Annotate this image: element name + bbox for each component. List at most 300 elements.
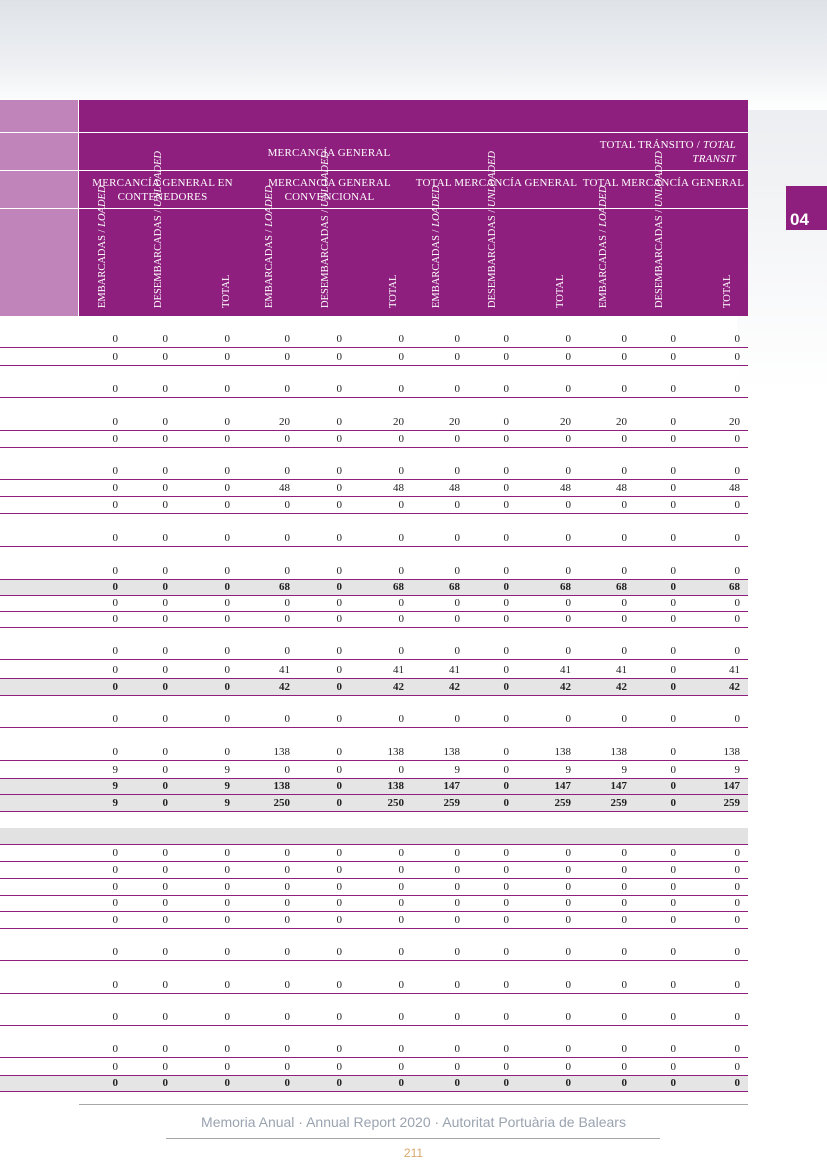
table-cell: 0 (621, 499, 627, 511)
column-header-english: UNLOADED (487, 151, 498, 208)
table-cell: 0 (398, 979, 404, 991)
table-cell: 0 (621, 847, 627, 859)
table-cell: 0 (112, 664, 118, 676)
table-cell: 0 (670, 383, 676, 395)
table-cell: 0 (162, 946, 168, 958)
column-header-english: LOADED (264, 185, 275, 227)
table-cell: 0 (224, 499, 230, 511)
table-cell: 0 (224, 333, 230, 345)
table-cell: 0 (162, 914, 168, 926)
table-cell: 0 (670, 864, 676, 876)
table-row (0, 628, 748, 660)
table-cell: 0 (503, 645, 509, 657)
table-cell: 9 (224, 797, 230, 809)
table-cell: 41 (729, 664, 740, 676)
column-header-loaded (415, 185, 455, 310)
table-cell: 0 (503, 581, 509, 593)
table-cell: 0 (565, 1077, 571, 1089)
table-cell: 0 (503, 664, 509, 676)
table-cell: 0 (454, 532, 460, 544)
table-cell: 0 (670, 565, 676, 577)
table-row (0, 994, 748, 1026)
table-cell: 0 (565, 881, 571, 893)
table-cell: 0 (454, 565, 460, 577)
table-cell: 0 (565, 1011, 571, 1023)
table-cell: 0 (670, 532, 676, 544)
table-cell: 0 (112, 1011, 118, 1023)
table-cell: 41 (616, 664, 627, 676)
table-cell: 41 (279, 664, 290, 676)
table-cell: 0 (565, 1061, 571, 1073)
table-cell: 0 (670, 416, 676, 428)
table-cell: 0 (398, 914, 404, 926)
table-cell: 0 (224, 664, 230, 676)
table-cell: 0 (284, 565, 290, 577)
table-total-row (0, 779, 748, 795)
column-header-text: TOTAL (221, 274, 232, 308)
table-cell: 0 (621, 433, 627, 445)
table-cell: 0 (284, 351, 290, 363)
table-cell: 0 (112, 1043, 118, 1055)
table-cell: 0 (734, 914, 740, 926)
column-header-main: DESEMBARCADAS / (320, 207, 331, 308)
table-cell: 0 (503, 565, 509, 577)
table-cell: 147 (443, 780, 460, 792)
table-cell: 259 (554, 797, 571, 809)
table-cell: 0 (284, 1061, 290, 1073)
table-cell: 0 (621, 1043, 627, 1055)
table-cell: 0 (503, 914, 509, 926)
table-cell: 68 (393, 581, 404, 593)
column-header-english: UNLOADED (153, 151, 164, 208)
table-cell: 0 (398, 897, 404, 909)
table-cell: 250 (387, 797, 404, 809)
table-cell: 0 (336, 351, 342, 363)
table-cell: 0 (734, 897, 740, 909)
table-cell: 0 (398, 1043, 404, 1055)
table-cell: 0 (224, 979, 230, 991)
footer-rule-lower (166, 1138, 660, 1139)
table-cell: 0 (162, 797, 168, 809)
table-cell: 147 (610, 780, 627, 792)
table-cell: 0 (670, 482, 676, 494)
table-cell: 0 (224, 383, 230, 395)
column-header-total (533, 210, 573, 310)
table-cell: 0 (734, 499, 740, 511)
column-header-loaded (248, 185, 288, 310)
table-cell: 68 (560, 581, 571, 593)
table-cell: 0 (398, 764, 404, 776)
table-cell: 0 (112, 1077, 118, 1089)
table-cell: 0 (454, 946, 460, 958)
sub-total-transit-general: TOTAL MERCANCÍA GENERAL (582, 177, 745, 189)
table-cell: 0 (503, 797, 509, 809)
column-header-main: DESEMBARCADAS / (487, 207, 498, 308)
table-total-row (0, 1076, 748, 1092)
table-section-separator (0, 828, 748, 845)
table-cell: 0 (503, 532, 509, 544)
table-cell: 0 (734, 1061, 740, 1073)
column-header-total (366, 210, 406, 310)
table-cell: 0 (565, 351, 571, 363)
table-cell: 0 (224, 847, 230, 859)
table-cell: 0 (224, 351, 230, 363)
table-cell: 0 (162, 664, 168, 676)
table-cell: 0 (162, 1043, 168, 1055)
table-cell: 0 (621, 565, 627, 577)
table-cell: 0 (565, 532, 571, 544)
table-cell: 20 (279, 416, 290, 428)
table-cell: 0 (224, 713, 230, 725)
table-cell: 0 (734, 645, 740, 657)
table-cell: 0 (670, 333, 676, 345)
column-header-unloaded (304, 151, 344, 310)
table-cell: 0 (503, 847, 509, 859)
table-cell: 0 (454, 1011, 460, 1023)
table-row (0, 1026, 748, 1058)
table-cell: 0 (398, 1011, 404, 1023)
table-cell: 0 (454, 881, 460, 893)
table-cell: 9 (734, 764, 740, 776)
table-cell: 0 (621, 351, 627, 363)
table-row (0, 845, 748, 862)
table-cell: 48 (449, 482, 460, 494)
column-header-loaded (582, 185, 622, 310)
table-cell: 0 (670, 499, 676, 511)
table-cell: 0 (336, 499, 342, 511)
table-cell: 138 (273, 746, 290, 758)
table-cell: 0 (734, 946, 740, 958)
table-cell: 0 (621, 713, 627, 725)
table-cell: 0 (621, 979, 627, 991)
side-background (737, 110, 827, 390)
table-cell: 0 (284, 1043, 290, 1055)
table-cell: 0 (112, 946, 118, 958)
table-cell: 0 (398, 1077, 404, 1089)
group-total-transit-main: TOTAL TRÁNSITO / (599, 139, 703, 151)
table-cell: 0 (336, 1011, 342, 1023)
table-cell: 0 (336, 897, 342, 909)
table-cell: 0 (336, 946, 342, 958)
table-cell: 0 (454, 713, 460, 725)
column-header-text (97, 185, 109, 310)
table-cell: 0 (565, 383, 571, 395)
table-cell: 0 (336, 465, 342, 477)
table-cell: 0 (284, 613, 290, 625)
table-cell: 42 (560, 681, 571, 693)
table-cell: 0 (224, 1077, 230, 1089)
table-cell: 0 (162, 613, 168, 625)
table-cell: 0 (224, 746, 230, 758)
table-cell: 0 (336, 613, 342, 625)
table-cell: 0 (162, 465, 168, 477)
table-cell: 0 (503, 864, 509, 876)
table-cell: 0 (112, 465, 118, 477)
table-cell: 68 (729, 581, 740, 593)
table-cell: 0 (398, 565, 404, 577)
table-cell: 0 (336, 681, 342, 693)
table-cell: 0 (112, 864, 118, 876)
table-cell: 0 (670, 681, 676, 693)
table-cell: 0 (284, 914, 290, 926)
table-cell: 48 (616, 482, 627, 494)
table-cell: 0 (162, 764, 168, 776)
table-cell: 259 (443, 797, 460, 809)
column-header-english: LOADED (598, 185, 609, 227)
table-cell: 0 (336, 979, 342, 991)
table-total-row (0, 795, 748, 812)
table-cell: 42 (616, 681, 627, 693)
table-cell: 9 (224, 764, 230, 776)
table-cell: 0 (503, 764, 509, 776)
table-cell: 138 (443, 746, 460, 758)
table-row (0, 448, 748, 480)
table-cell: 0 (734, 979, 740, 991)
table-cell: 0 (503, 416, 509, 428)
table-cell: 0 (398, 351, 404, 363)
column-header-block (79, 100, 748, 316)
table-cell: 0 (162, 433, 168, 445)
table-cell: 0 (454, 351, 460, 363)
table-cell: 0 (565, 597, 571, 609)
column-header-total (199, 210, 239, 310)
table-cell: 0 (503, 780, 509, 792)
table-cell: 0 (284, 1011, 290, 1023)
table-row (0, 431, 748, 448)
table-cell: 0 (670, 897, 676, 909)
table-row (0, 660, 748, 679)
table-cell: 0 (565, 499, 571, 511)
table-cell: 0 (734, 532, 740, 544)
table-cell: 0 (336, 1077, 342, 1089)
table-cell: 0 (454, 645, 460, 657)
table-cell: 138 (387, 746, 404, 758)
table-cell: 0 (734, 613, 740, 625)
table-cell: 42 (449, 681, 460, 693)
table-cell: 20 (449, 416, 460, 428)
table-cell: 0 (224, 565, 230, 577)
table-total-row (0, 580, 748, 596)
table-cell: 0 (621, 864, 627, 876)
table-cell: 0 (621, 383, 627, 395)
table-cell: 0 (398, 532, 404, 544)
column-header-english: LOADED (431, 185, 442, 227)
table-cell: 0 (112, 881, 118, 893)
table-cell: 0 (734, 565, 740, 577)
table-cell: 0 (503, 1011, 509, 1023)
table-cell: 48 (560, 482, 571, 494)
table-cell: 0 (454, 333, 460, 345)
table-cell: 138 (387, 780, 404, 792)
table-cell: 147 (554, 780, 571, 792)
table-cell: 0 (503, 333, 509, 345)
table-cell: 0 (162, 383, 168, 395)
table-row (0, 398, 748, 431)
table-cell: 0 (670, 881, 676, 893)
column-header-main: EMBARCADAS / (431, 226, 442, 308)
table-cell: 0 (162, 847, 168, 859)
table-row (0, 316, 748, 348)
table-row (0, 348, 748, 366)
table-cell: 0 (734, 713, 740, 725)
table-cell: 0 (336, 864, 342, 876)
table-cell: 0 (224, 482, 230, 494)
table-cell: 0 (224, 946, 230, 958)
column-header-text (320, 151, 332, 310)
table-cell: 138 (554, 746, 571, 758)
table-cell: 0 (336, 713, 342, 725)
table-row (0, 1058, 748, 1076)
table-cell: 0 (162, 499, 168, 511)
table-cell: 20 (729, 416, 740, 428)
column-header-unloaded (471, 151, 511, 310)
table-cell: 0 (670, 645, 676, 657)
table-cell: 0 (670, 979, 676, 991)
table-cell: 0 (670, 946, 676, 958)
table-cell: 0 (224, 465, 230, 477)
table-cell: 0 (670, 613, 676, 625)
table-cell: 0 (621, 1011, 627, 1023)
column-header-text (487, 151, 499, 310)
table-cell: 0 (224, 532, 230, 544)
table-cell: 0 (621, 914, 627, 926)
table-cell: 138 (723, 746, 740, 758)
table-row (0, 912, 748, 929)
table-cell: 0 (670, 1043, 676, 1055)
table-cell: 0 (336, 532, 342, 544)
table-cell: 0 (336, 797, 342, 809)
table-cell: 0 (565, 613, 571, 625)
table-cell: 0 (398, 1061, 404, 1073)
table-cell: 0 (670, 914, 676, 926)
table-cell: 0 (670, 351, 676, 363)
table-cell: 20 (393, 416, 404, 428)
table-row (0, 862, 748, 879)
table-cell: 0 (112, 897, 118, 909)
table-cell: 0 (734, 333, 740, 345)
group-total-transit-en: TOTAL TRANSIT (692, 139, 736, 165)
column-header-main: EMBARCADAS / (264, 226, 275, 308)
table-cell: 0 (670, 847, 676, 859)
table-cell: 0 (398, 465, 404, 477)
table-cell: 0 (734, 383, 740, 395)
table-cell: 0 (336, 433, 342, 445)
table-cell: 0 (284, 532, 290, 544)
table-cell: 0 (503, 881, 509, 893)
column-header-unloaded (137, 151, 177, 310)
column-header-text: TOTAL (555, 274, 566, 308)
sub-total-general-cargo: TOTAL MERCANCÍA GENERAL (415, 177, 578, 189)
table-cell: 0 (224, 914, 230, 926)
table-cell: 0 (621, 333, 627, 345)
table-cell: 138 (273, 780, 290, 792)
table-cell: 0 (503, 482, 509, 494)
table-cell: 0 (112, 333, 118, 345)
table-cell: 48 (393, 482, 404, 494)
table-cell: 0 (454, 433, 460, 445)
table-cell: 0 (284, 465, 290, 477)
table-cell: 0 (162, 713, 168, 725)
table-cell: 0 (503, 713, 509, 725)
table-row (0, 929, 748, 961)
table-cell: 0 (670, 581, 676, 593)
table-cell: 0 (284, 645, 290, 657)
table-cell: 0 (734, 351, 740, 363)
table-cell: 0 (565, 565, 571, 577)
table-cell: 0 (336, 746, 342, 758)
column-header-unloaded (638, 151, 678, 310)
table-cell: 0 (734, 1011, 740, 1023)
table-cell: 259 (723, 797, 740, 809)
table-cell: 0 (398, 713, 404, 725)
sub-conventional: MERCANCÍA GENERAL CONVENCIONAL (268, 177, 391, 203)
table-cell: 0 (670, 1077, 676, 1089)
column-header-english: UNLOADED (320, 151, 331, 208)
table-row (0, 514, 748, 547)
table-cell: 0 (224, 597, 230, 609)
table-cell: 0 (112, 979, 118, 991)
table-cell: 0 (284, 433, 290, 445)
table-cell: 0 (284, 383, 290, 395)
table-cell: 0 (670, 433, 676, 445)
table-cell: 0 (734, 1043, 740, 1055)
table-cell: 20 (560, 416, 571, 428)
table-cell: 0 (621, 897, 627, 909)
table-cell: 0 (162, 482, 168, 494)
table-cell: 0 (565, 864, 571, 876)
table-cell: 0 (336, 1061, 342, 1073)
table-cell: 9 (621, 764, 627, 776)
column-header-text (431, 185, 443, 310)
table-cell: 0 (336, 416, 342, 428)
table-cell: 0 (454, 1077, 460, 1089)
table-cell: 0 (565, 847, 571, 859)
table-cell: 0 (503, 979, 509, 991)
table-cell: 0 (503, 383, 509, 395)
chapter-tab: 04 (786, 186, 827, 230)
table-cell: 0 (224, 416, 230, 428)
table-cell: 0 (336, 645, 342, 657)
column-header-text (598, 185, 610, 310)
table-cell: 0 (162, 1061, 168, 1073)
sub-containerised: MERCANCÍA GENERAL EN CONTENEDORES (92, 177, 233, 203)
column-header-loaded (81, 185, 121, 310)
table-cell: 0 (224, 681, 230, 693)
table-cell: 0 (670, 764, 676, 776)
table-cell: 0 (224, 864, 230, 876)
table-cell: 0 (398, 433, 404, 445)
table-cell: 68 (279, 581, 290, 593)
table-cell: 0 (398, 864, 404, 876)
table-cell: 0 (621, 613, 627, 625)
table-cell: 0 (670, 713, 676, 725)
table-cell: 0 (162, 897, 168, 909)
table-cell: 42 (729, 681, 740, 693)
table-cell: 0 (336, 383, 342, 395)
table-cell: 0 (224, 433, 230, 445)
table-cell: 0 (112, 499, 118, 511)
table-cell: 41 (393, 664, 404, 676)
column-header-main: DESEMBARCADAS / (153, 207, 164, 308)
table-cell: 0 (454, 613, 460, 625)
column-header-text: TOTAL (388, 274, 399, 308)
table-cell: 0 (112, 416, 118, 428)
table-cell: 0 (336, 581, 342, 593)
table-row (0, 761, 748, 779)
table-cell: 0 (224, 613, 230, 625)
table-cell: 0 (112, 681, 118, 693)
table-cell: 0 (503, 499, 509, 511)
